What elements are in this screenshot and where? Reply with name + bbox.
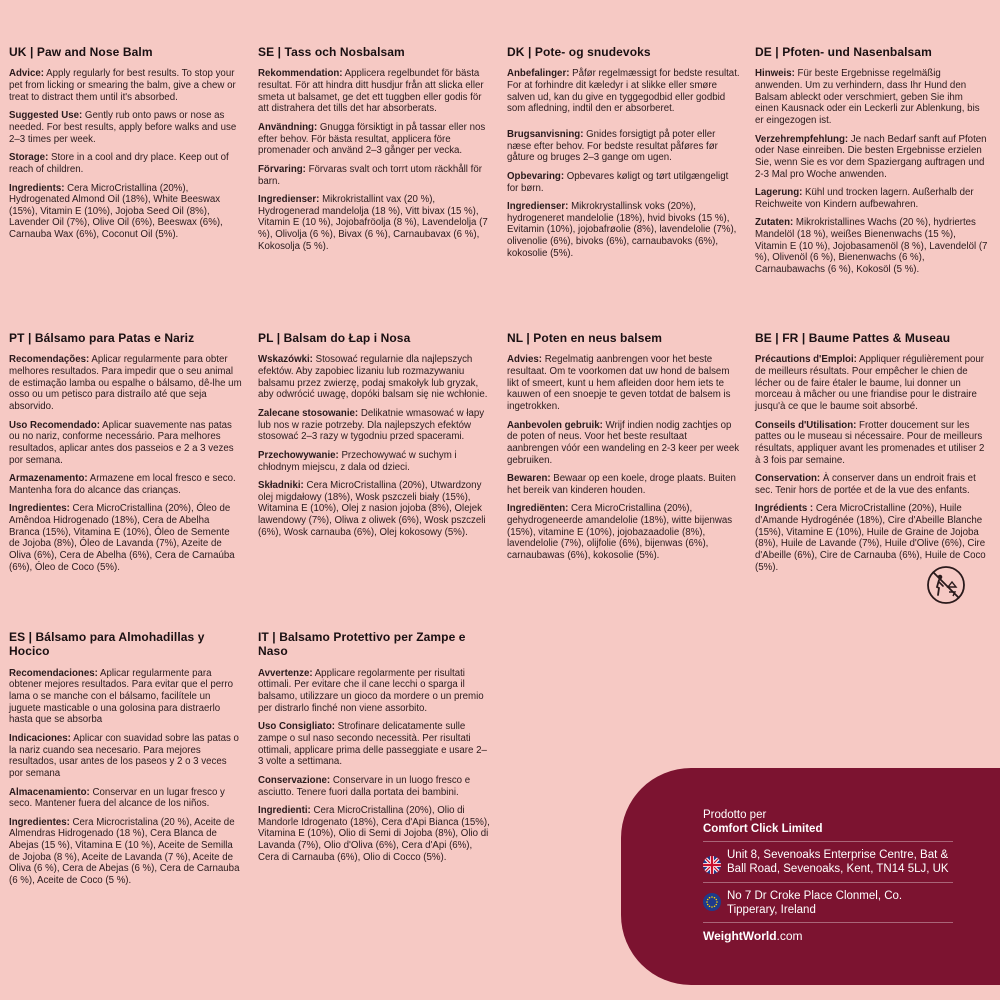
paragraph-label: Rekommendation: [258, 68, 343, 80]
section-paragraph [9, 733, 242, 780]
paragraph-text: Cera MicroCristalline (20%), Huile d'Amande Hydrogénée (18%), Cire d'Abeille Blanche (15%), Vitamine E (10%), Huile de Graine de Jojoba (8%), Huile de Lavande (7%), Huile d'Olive (6%), Cire d'Abeille (6%), Cire de Carnauba (6%), Huile de Coco (5%). [755, 503, 986, 573]
address-uk-text: Unit 8, Sevenoaks Enterprise Centre, Bat & Ball Road, Sevenoaks, Kent, TN14 5LJ, UK [727, 848, 949, 876]
paragraph-text: Opbevares køligt og tørt utilgængeligt for børn. [507, 170, 729, 194]
paragraph-label: Brugsanvisning: [507, 128, 584, 140]
section-paragraph [507, 473, 740, 496]
paragraph-text: Conservare in un luogo fresco e asciutto. Tenere fuori dalla portata dei bambini. [258, 774, 471, 798]
paragraph-text: Gently rub onto paws or nose as needed. For best results, apply before walks and use 2–3 times per week. [9, 110, 237, 145]
paragraph-text: Gnugga försiktigt in på tassar eller nos efter behov. För bästa resultat, applicera före promenader och använd 2–3 gånger per vecka. [258, 121, 486, 157]
section-paragraph [507, 354, 740, 412]
paragraph-label: Aanbevolen gebruik: [507, 419, 603, 431]
paragraph-text: Armazene em local fresco e seco. Mantenha fora do alcance das crianças. [9, 473, 236, 496]
section-paragraph [9, 152, 242, 175]
section-es [9, 630, 242, 894]
section-paragraph [258, 480, 491, 538]
paragraph-text: Conservar en un lugar fresco y seco. Mantener fuera del alcance de los niños. [9, 786, 225, 810]
paragraph-text: Cera MicroCristallina (20%), Hydrogenated Almond Oil (18%), White Beeswax (15%), Vitamin E (10%), Jojoba Seed Oil (8%), Lavender Oil (7%), Olive Oil (6%), Beeswax (6%), Carnauba Wax (6%), Coconut Oil (5%). [9, 182, 223, 241]
address-ie [703, 882, 953, 923]
section-paragraph [258, 721, 491, 768]
paragraph-label: Zutaten: [755, 217, 794, 229]
section-paragraph [258, 450, 491, 473]
paragraph-text: Mikrokristallines Wachs (20 %), hydriertes Mandelöl (18 %), weißes Bienenwachs (15 %), Vitamin E (10 %), Jojobasamenöl (8 %), Lavendelöl (7 %), Olivenöl (6 %), Bienenwachs (6 %), Carnaubawachs (6 %), Kokosöl (5 %). [755, 217, 988, 275]
section-paragraph [507, 503, 740, 561]
paragraph-text: Strofinare delicatamente sulle zampe o sul naso secondo necessità. Per risultati ottimali, applicare prima delle passeggiate e usare 2–3 volte a settimana. [258, 721, 487, 768]
paragraph-text: Applicera regelbundet för bästa resultat. För att hindra ditt husdjur från att slicka eller smeta ut balsamet, ge det ett tuggben eller godis för att distrahera det tills det har absorberats. [258, 68, 484, 115]
section-paragraph [9, 503, 242, 573]
paragraph-text: Cera Microcristalina (20 %), Aceite de Almendras Hidrogenado (18 %), Cera Blanca de Abejas (15 %), Vitamina E (10 %), Aceite de Semilla de Jojoba (8 %), Aceite de Lavanda (7 %), Aceite de Oliva (6 %), Cera de Abejas (6 %), Cera de Carnauba (6 %), Aceite de Coco (5 %). [9, 816, 240, 887]
section-be-fr [755, 331, 988, 580]
eu-flag-icon [703, 893, 721, 911]
section-paragraph [9, 183, 242, 241]
section-title: NL | Poten en neus balsem [507, 331, 663, 345]
company-info-panel [621, 768, 1000, 985]
paragraph-label: Conseils d'Utilisation: [755, 419, 857, 431]
paragraph-text: Aplicar regularmente para obtener mejores resultados. Para evitar que el perro lama o se manche con el bálsamo, facilítele un juguete masticable o una golosina para distraerlo hasta que se absorba [9, 667, 234, 726]
paragraph-text: Store in a cool and dry place. Keep out of reach of children. [9, 152, 229, 175]
paragraph-text: Delikatnie wmasować w łapy lub nos w razie potrzeby. Dla najlepszych efektów stosować 2–3 razy w tygodniu przed spacerami. [258, 407, 485, 443]
section-paragraph [258, 122, 491, 157]
section-paragraph [258, 68, 491, 115]
uk-flag-icon [703, 856, 721, 874]
paragraph-text: Regelmatig aanbrengen voor het beste resultaat. Om te voorkomen dat uw hond de balsem likt of smeert, kunt u hem afleiden door hem iets te kauwen of een snoepje te geven totdat de balsem is ingetrokken. [507, 354, 731, 412]
section-nl [507, 331, 740, 569]
section-paragraph [258, 775, 491, 798]
section-paragraph [755, 68, 988, 126]
section-paragraph [507, 68, 740, 115]
paragraph-label: Recomendaciones: [9, 667, 98, 679]
section-paragraph [507, 201, 740, 259]
section-pl [258, 331, 491, 545]
section-title: PL | Balsam do Łap i Nosa [258, 331, 411, 345]
paragraph-text: Mikrokrystallinsk voks (20%), hydrogeneret mandelolie (18%), hvid bivoks (15 %), Evitamin (10%), jojobafrøolie (8%), lavendelolie (7%), olivenolie (6%), bivoks (6%), carnaubavoks (6%), kokosolie (5%). [507, 201, 737, 259]
paragraph-text: Wrijf indien nodig zachtjes op de poten of neus. Voor het beste resultaat aanbrengen vóór een wandeling en 2-3 keer per week gebruiken. [507, 419, 740, 466]
section-paragraph [9, 787, 242, 810]
paragraph-label: Ingredienser: [507, 201, 569, 213]
paragraph-label: Hinweis: [755, 68, 795, 80]
section-it [258, 630, 491, 870]
paragraph-label: Lagerung: [755, 187, 803, 199]
address-uk [703, 841, 953, 882]
section-uk [9, 45, 242, 248]
section-paragraph [258, 668, 491, 715]
section-paragraph [755, 420, 988, 467]
brand-website [703, 922, 953, 943]
produced-for-label: Prodotto per [703, 809, 767, 821]
paragraph-label: Bewaren: [507, 473, 551, 485]
paragraph-label: Recomendações: [9, 354, 90, 366]
paragraph-label: Uso Recomendado: [9, 419, 100, 431]
paragraph-label: Opbevaring: [507, 170, 565, 182]
section-paragraph [507, 171, 740, 194]
section-paragraph [9, 668, 242, 726]
paragraph-text: Je nach Bedarf sanft auf Pfoten oder Nase einreiben. Die besten Ergebnisse erzielen Sie, wenn Sie es vor dem Spaziergang auftragen und 2-3 Mal pro Woche anwenden. [755, 133, 987, 180]
paragraph-text: Kühl und trocken lagern. Außerhalb der Reichweite von Kindern aufbewahren. [755, 187, 974, 210]
paragraph-text: Przechowywać w suchym i chłodnym miejscu, z dala od dzieci. [258, 449, 457, 473]
section-dk [507, 45, 740, 266]
company-info-content [703, 808, 953, 943]
paragraph-label: Uso Consigliato: [258, 721, 335, 733]
section-paragraph [9, 473, 242, 496]
paragraph-text: Für beste Ergebnisse regelmäßig anwenden. Um zu verhindern, dass Ihr Hund den Balsam ableckt oder verschmiert, geben Sie ihm einen Kausnack oder ein Leckerli zur Ablenkung, bis er eingezogen ist. [755, 68, 980, 126]
brand-name: WeightWorld [703, 929, 777, 944]
paragraph-label: Suggested Use: [9, 110, 83, 122]
paragraph-label: Ingredienser: [258, 194, 320, 206]
section-title: IT | Balsamo Protettivo per Zampe e Naso [258, 630, 466, 659]
section-paragraph [9, 817, 242, 887]
paragraph-label: Indicaciones: [9, 732, 71, 744]
paragraph-label: Advice: [9, 68, 44, 80]
paragraph-text: Gnides forsigtigt på poter eller næse efter behov. For bedste resultat påføres før gåture og bruges 2–3 gange om ugen. [507, 128, 718, 164]
section-paragraph [755, 503, 988, 573]
paragraph-text: Mikrokristallint vax (20 %), Hydrogenerad mandelolja (18 %), Vitt bivax (15 %), Vitamin E (10 %), Jojobafröolja (8 %), Lavendelolja (7 %), Olivolja (6 %), Bivax (6 %), Carnaubavax (6 %), Kokosolja (5 %). [258, 194, 488, 252]
section-paragraph [507, 420, 740, 467]
section-paragraph [9, 68, 242, 103]
paragraph-text: Cera MicroCristallina (20%), Utwardzony olej migdałowy (18%), Wosk pszczeli biały (15%), Witamina E (10%), Olej z nasion jojoba (8%), Olejek lawendowy (7%), Oliwa z oliwek (6%), Wosk pszczeli (6%), Wosk carnauba (6%), Olej kokosowy (5%). [258, 480, 486, 538]
paragraph-label: Anbefalinger: [507, 68, 570, 80]
paragraph-text: Förvaras svalt och torrt utom räckhåll för barn. [258, 163, 482, 187]
paragraph-label: Conservation: [755, 473, 821, 485]
section-paragraph [755, 134, 988, 181]
section-title: BE | FR | Baume Pattes & Museau [755, 331, 951, 345]
brand-domain: .com [776, 929, 803, 944]
section-paragraph [258, 408, 491, 443]
paragraph-text: À conserver dans un endroit frais et sec. Tenir hors de portée et de la vue des enfants. [755, 473, 976, 496]
paragraph-label: Ingredienti: [258, 805, 311, 817]
section-pt [9, 331, 242, 580]
paragraph-text: Cera MicroCristallina (20%), gehydrogeneerde amandelolie (18%), witte bijenwas (15%), vitamine E (10%), jojobazaadolie (8%), lavendelolie (7%), olijfolie (6%), bijenwas (6%), carnaubawas (6%), kokosolie (5%). [507, 503, 733, 561]
section-title: DE | Pfoten- und Nasenbalsam [755, 45, 932, 59]
section-paragraph [755, 473, 988, 496]
paragraph-label: Armazenamento: [9, 473, 88, 485]
paragraph-text: Stosować regularnie dla najlepszych efektów. Aby zapobiec lizaniu lub rozmazywaniu balsamu przez zwierzę, podaj smakołyk lub gryzak, aby odwrócić uwagę, dopóki balsam się nie wchłonie. [258, 354, 488, 401]
paragraph-text: Cera MicroCristallina (20%), Olio di Mandorle Idrogenato (18%), Cera d'Api Bianca (15%), Vitamina E (10%), Olio di Semi di Jojoba (8%), Olio di Lavanda (7%), Olio d'Oliva (6%), Cera d'Api (6%), Cera di Carnauba (6%), Olio di Cocco (5%). [258, 805, 490, 863]
section-title: DK | Pote- og snudevoks [507, 45, 651, 59]
section-paragraph [9, 110, 242, 145]
paragraph-label: Précautions d'Emploi: [755, 354, 857, 366]
section-title: PT | Bálsamo para Patas e Nariz [9, 331, 195, 345]
company-name: Comfort Click Limited [703, 822, 823, 835]
section-paragraph [258, 164, 491, 187]
paragraph-label: Ingrediënten: [507, 503, 569, 515]
section-paragraph [258, 354, 491, 401]
section-paragraph [9, 420, 242, 467]
paragraph-label: Zalecane stosowanie: [258, 407, 359, 419]
section-se [258, 45, 491, 259]
section-paragraph [9, 354, 242, 412]
paragraph-label: Ingredientes: [9, 816, 70, 828]
paragraph-label: Advies: [507, 354, 542, 366]
paragraph-text: Aplicar regularmente para obter melhores resultados. Para impedir que o seu animal de estimação lamba ou espalhe o bálsamo, dê-lhe um osso ou um petisco para distraílo até que seja absorvido. [9, 354, 242, 412]
paragraph-label: Avvertenze: [258, 667, 313, 679]
paragraph-label: Almacenamiento: [9, 786, 90, 798]
paragraph-label: Ingredients: [9, 182, 65, 194]
paragraph-text: Påfør regelmæssigt for bedste resultat. For at forhindre dit kæledyr i at slikke eller smøre salven ud, kan du give en tyggegodbid eller godbid som afledning, indtil den er absorberet. [507, 68, 740, 115]
section-paragraph [755, 187, 988, 210]
section-paragraph [507, 129, 740, 164]
paragraph-text: Applicare regolarmente per risultati ottimali. Per evitare che il cane lecchi o sparga il balsamo, utilizzare un gioco da mordere o un premio per distrarlo finché non viene assorbito. [258, 667, 484, 714]
section-de [755, 45, 988, 283]
section-paragraph [755, 354, 988, 412]
address-ie-text: No 7 Dr Croke Place Clonmel, Co. Tipperary, Ireland [727, 889, 903, 917]
paragraph-label: Przechowywanie: [258, 449, 339, 461]
paragraph-label: Användning: [258, 121, 318, 133]
section-paragraph [755, 217, 988, 275]
do-not-litter-recycle-icon [926, 565, 966, 605]
section-title: UK | Paw and Nose Balm [9, 45, 153, 59]
paragraph-text: Aplicar suavemente nas patas ou no nariz, conforme necessário. Para melhores resultados, aplicar antes dos passeios e 2 a 3 vezes por semana. [9, 419, 234, 466]
paragraph-label: Składniki: [258, 480, 304, 492]
paragraph-label: Wskazówki: [258, 354, 313, 366]
paragraph-label: Ingredientes: [9, 503, 70, 515]
section-title: ES | Bálsamo para Almohadillas y Hocico [9, 630, 205, 659]
section-paragraph [258, 194, 491, 252]
paragraph-text: Bewaar op een koele, droge plaats. Buiten het bereik van kinderen houden. [507, 473, 736, 496]
paragraph-text: Appliquer régulièrement pour de meilleurs résultats. Pour empêcher le chien de lécher ou de faire étaler le baume, lui donner un morceau à mâcher ou une friandise pour le distraire jusqu'à ce que le baume soit absorbé. [755, 354, 984, 412]
paragraph-label: Förvaring: [258, 163, 306, 175]
paragraph-text: Cera MicroCristallina (20%), Óleo de Amêndoa Hidrogenado (18%), Cera de Abelha Branca (15%), Vitamina E (10%), Óleo de Semente de Jojoba (8%), Óleo de Lavanda (7%), Azeite de Oliva (6%), Cera de Abelha (6%), Cera de Carnaúba (6%), Óleo de Coco (5%). [9, 503, 235, 573]
section-paragraph [258, 805, 491, 863]
paragraph-text: Aplicar con suavidad sobre las patas o la nariz cuando sea necesario. Para mejores resultados, usar antes de los paseos y 2 o 3 veces por semana [9, 732, 239, 779]
paragraph-text: Apply regularly for best results. To stop your pet from licking or smearing the balm, give a chew or treat to distract them until it's absorbed. [9, 68, 236, 103]
paragraph-label: Conservazione: [258, 774, 331, 786]
paragraph-text: Frotter doucement sur les pattes ou le museau si nécessaire. Pour de meilleurs résultats, appliquer avant les promenades et utiliser 2 à 3 fois par semaine. [755, 419, 985, 466]
paragraph-label: Verzehrempfehlung: [755, 133, 849, 145]
paragraph-label: Storage: [9, 152, 49, 164]
section-title: SE | Tass och Nosbalsam [258, 45, 405, 59]
paragraph-label: Ingrédients : [755, 503, 814, 515]
